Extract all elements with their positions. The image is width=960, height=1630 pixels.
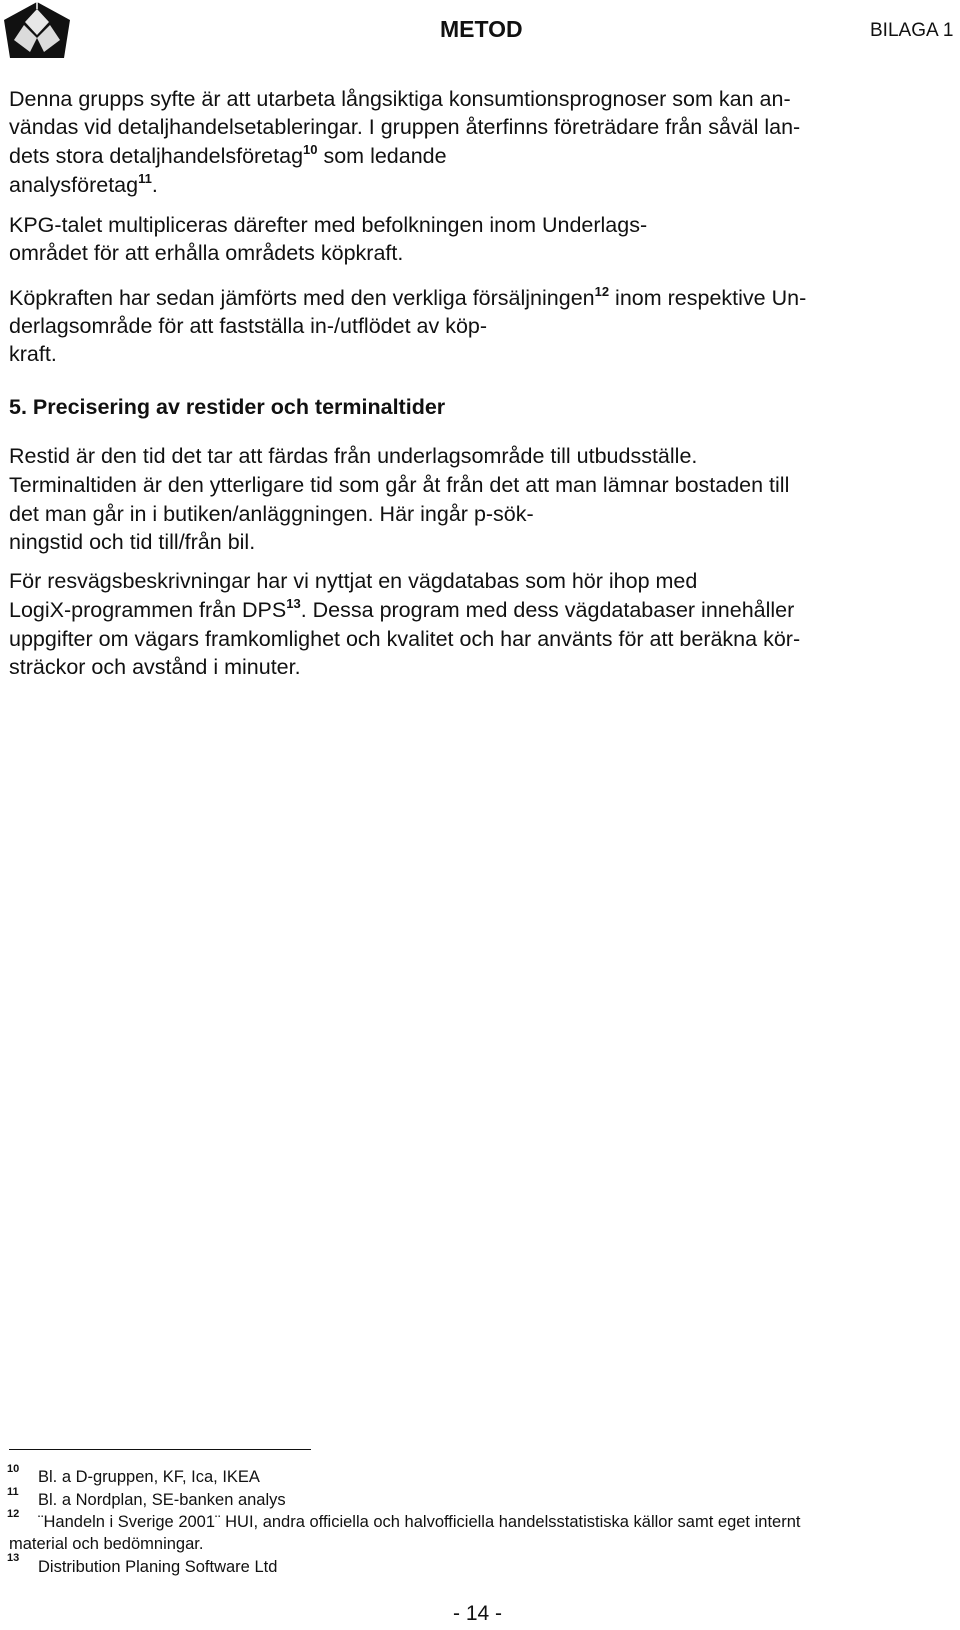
paragraph-line: det man går in i butiken/anläggningen. Här ingår p-sök- (9, 502, 534, 526)
footnote-ref[interactable]: 11 (138, 171, 152, 186)
paragraph-line: Restid är den tid det tar att färdas från underlagsområde till utbudsställe. (9, 444, 698, 468)
footnote-number: 13 (7, 1552, 20, 1564)
paragraph-line: Denna grupps syfte är att utarbeta långsiktiga konsumtionsprognoser som kan an- (9, 87, 791, 111)
page-number: - 14 - (453, 1602, 503, 1625)
paragraph-line: KPG-talet multipliceras därefter med befolkningen inom Underlags- (9, 213, 648, 237)
paragraph-text: . (151, 173, 158, 197)
footnote-ref[interactable]: 10 (303, 142, 318, 157)
footnote-number: 12 (7, 1508, 20, 1520)
paragraph-text: analysföretag (9, 173, 139, 197)
paragraph-line: sträckor och avstånd i minuter. (9, 655, 301, 679)
document-section-title: METOD (440, 16, 523, 42)
footnote-text: Bl. a D-gruppen, KF, Ica, IKEA (38, 1468, 260, 1486)
paragraph-text: som ledande (317, 144, 447, 168)
paragraph-text: inom respektive Un- (609, 286, 807, 310)
attachment-label: BILAGA 1 (870, 20, 954, 41)
footnote-text-continuation: material och bedömningar. (9, 1535, 204, 1553)
paragraph-line: vändas vid detaljhandelsetableringar. I gruppen återfinns företrädare från såväl lan- (9, 115, 801, 139)
paragraph-line: ningstid och tid till/från bil. (9, 530, 256, 554)
footnote-ref[interactable]: 13 (286, 596, 301, 611)
footnote-text: Bl. a Nordplan, SE-banken analys (38, 1491, 286, 1509)
footnote-ref[interactable]: 12 (594, 284, 610, 299)
paragraph-text: LogiX-programmen från DPS (9, 598, 287, 622)
paragraph-text: . Dessa program med dess vägdatabaser innehåller (300, 598, 795, 622)
paragraph-line (9, 285, 806, 312)
paragraph-line (9, 143, 447, 170)
paragraph-line: kraft. (9, 342, 57, 366)
footnote-separator (9, 1449, 311, 1450)
section-heading: 5. Precisering av restider och terminaltider (9, 395, 446, 419)
paragraph-line: derlagsområde för att fastställa in-/utflödet av köp- (9, 314, 488, 338)
paragraph-text: Köpkraften har sedan jämförts med den verkliga försäljningen (9, 286, 595, 310)
footnote-text: ¨Handeln i Sverige 2001¨ HUI, andra officiella och halvofficiella handelsstatistiska källor samt eget internt (38, 1513, 801, 1531)
footnote-text: Distribution Planing Software Ltd (38, 1558, 278, 1576)
paragraph-line: området för att erhålla områdets köpkraft. (9, 241, 404, 265)
paragraph-text: dets stora detaljhandelsföretag (9, 144, 304, 168)
footnote-number: 11 (7, 1486, 19, 1498)
paragraph-line: För resvägsbeskrivningar har vi nyttjat en vägdatabas som hör ihop med (9, 569, 698, 593)
organization-logo (0, 0, 74, 70)
paragraph-line: Terminaltiden är den ytterligare tid som går åt från det att man lämnar bostaden till (9, 473, 790, 497)
paragraph-line (9, 597, 794, 624)
paragraph-line: uppgifter om vägars framkomlighet och kvalitet och har använts för att beräkna kör- (9, 627, 801, 651)
paragraph-line (9, 172, 158, 199)
footnote-number: 10 (7, 1463, 20, 1475)
